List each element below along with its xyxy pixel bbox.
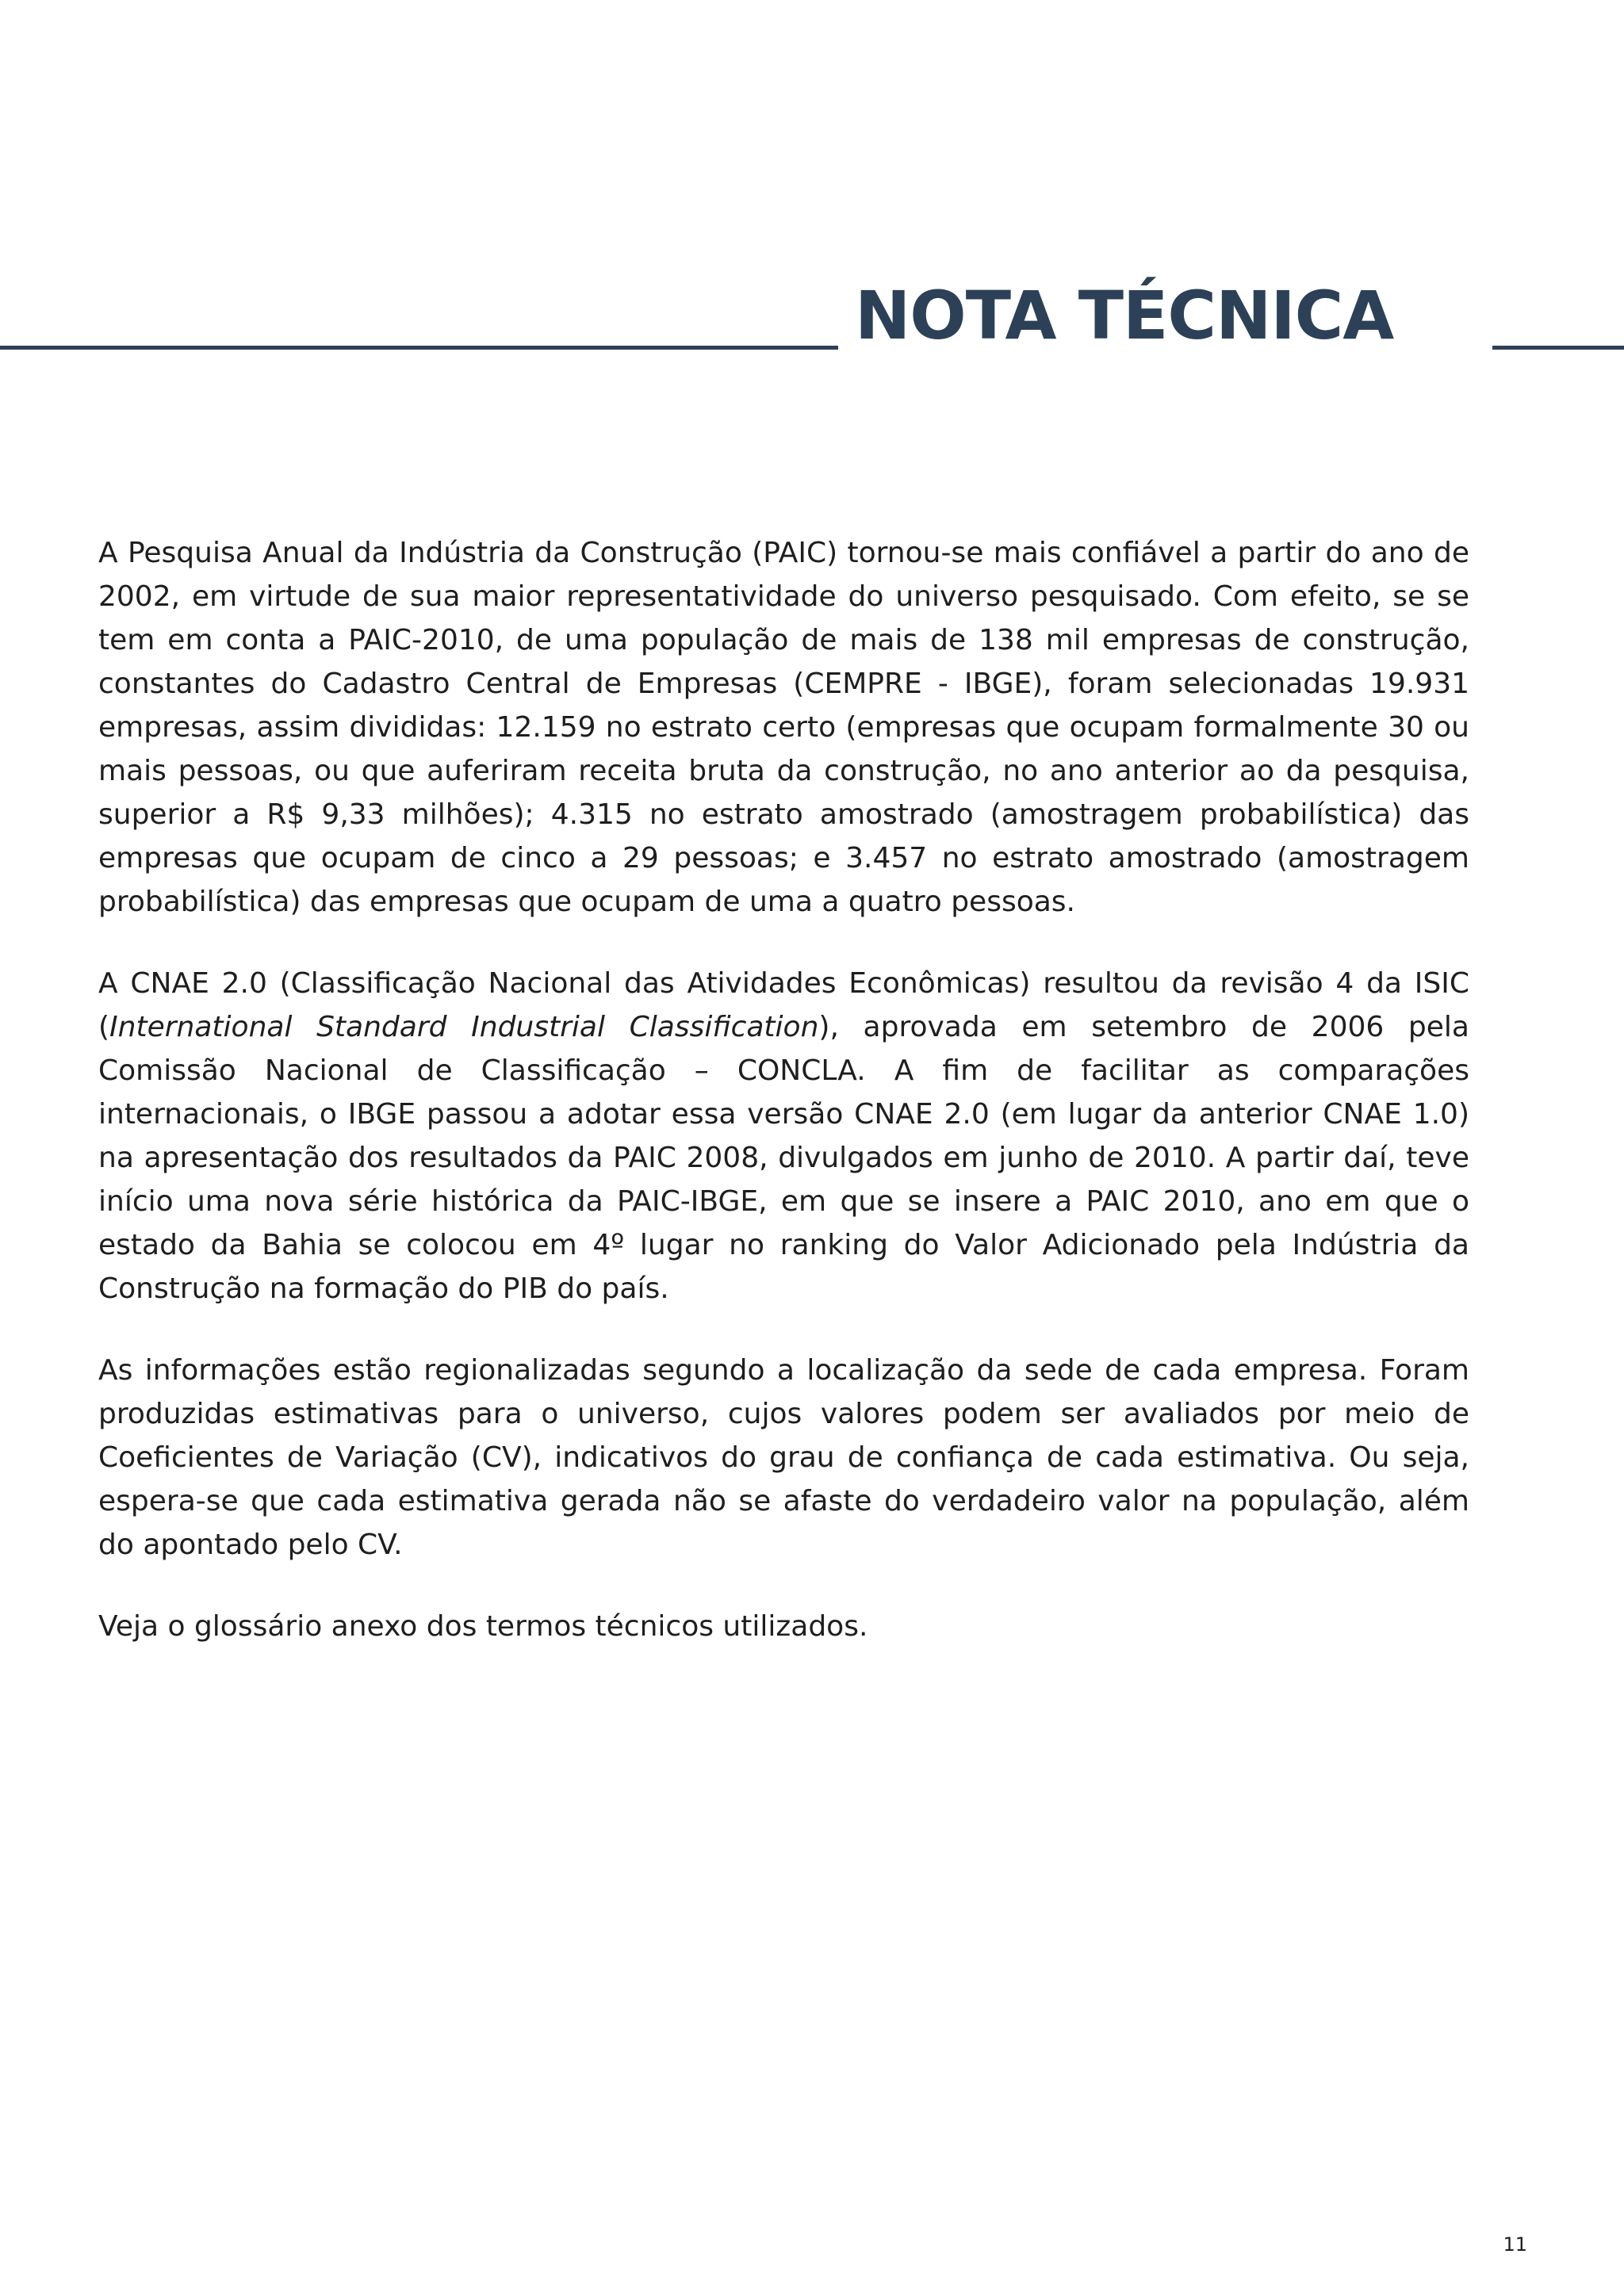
header-rule-right: [1492, 346, 1624, 350]
page-number: 11: [1503, 2233, 1527, 2256]
paragraph-cnae-classification: [98, 962, 1469, 1311]
header-rule-left: [0, 346, 838, 350]
paragraph-cnae-text-after: ), aprovada em setembro de 2006 pela Comissão Nacional de Classificação – CONCLA. A fim de facilitar as comparações internacionais, o IBGE passou a adotar essa versão CNAE 2.0 (em lugar da anterior CNAE 1.0) na apresentação dos resultados da PAIC 2008, divulgados em junho de 2010. A partir daí, teve início uma nova série histórica da PAIC-IBGE, em que se insere a PAIC 2010, ano em que o estado da Bahia se colocou em 4º lugar no ranking do Valor Adicionado pela Indústria da Construção na formação do PIB do país.: [98, 1011, 1469, 1305]
paragraph-paic-survey: A Pesquisa Anual da Indústria da Construção (PAIC) tornou-se mais confiável a partir do ano de 2002, em virtude de sua maior representatividade do universo pesquisado. Com efeito, se se tem em conta a PAIC-2010, de uma população de mais de 138 mil empresas de construção, constantes do Cadastro Central de Empresas (CEMPRE - IBGE), foram selecionadas 19.931 empresas, assim divididas: 12.159 no estrato certo (empresas que ocupam formalmente 30 ou mais pessoas, ou que auferiram receita bruta da construção, no ano anterior ao da pesquisa, superior a R$ 9,33 milhões); 4.315 no estrato amostrado (amostragem probabilística) das empresas que ocupam de cinco a 29 pessoas; e 3.457 no estrato amostrado (amostragem probabilística) das empresas que ocupam de uma a quatro pessoas.: [98, 537, 1469, 918]
isic-full-name: International Standard Industrial Classification: [109, 1011, 819, 1043]
page-title: NOTA TÉCNICA: [855, 277, 1394, 354]
paragraph-regional-estimates: As informações estão regionalizadas segundo a localização da sede de cada empresa. Foram produzidas estimativas para o universo, cujos valores podem ser avaliados por meio de Coeficientes de Variação (CV), indicativos do grau de confiança de cada estimativa. Ou seja, espera-se que cada estimativa gerada não se afaste do verdadeiro valor na população, além do apontado pelo CV.: [98, 1354, 1469, 1561]
paragraph-glossary-note: Veja o glossário anexo dos termos técnicos utilizados.: [98, 1610, 868, 1643]
body-text: [98, 531, 1469, 1648]
paragraph-cnae-text-before: A CNAE 2.0 (Classificação Nacional das Atividades Econômicas) resultou da revisão 4 da ISIC (: [98, 967, 1469, 1043]
